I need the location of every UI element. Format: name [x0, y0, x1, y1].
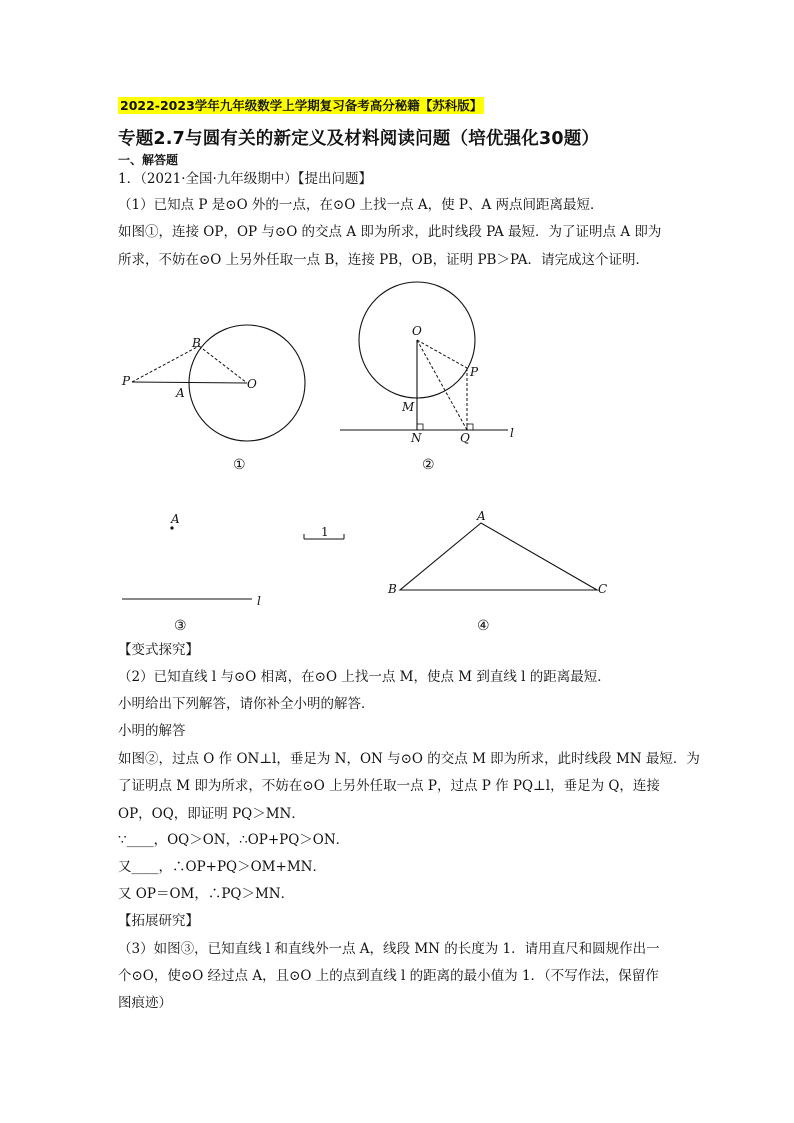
- fig1-label-a: A: [176, 386, 185, 400]
- fig2-caption: ②: [422, 457, 435, 473]
- fig2-label-q: Q: [460, 431, 470, 445]
- fig2-right-angle-q: [467, 424, 473, 430]
- figure-1: [121, 325, 305, 473]
- section-heading: 一、解答题: [118, 153, 179, 167]
- figure-3: [122, 512, 344, 634]
- fig2-label-n: N: [411, 431, 422, 445]
- fig4-label-c: C: [598, 582, 608, 596]
- figure-2: [340, 282, 514, 473]
- figure-4: [387, 509, 607, 634]
- fig2-segment-oq: [417, 340, 467, 430]
- fig2-label-o: O: [412, 324, 422, 338]
- fig3-label-a: A: [171, 512, 180, 526]
- tuozhan-heading: 【拓展研究】: [118, 913, 199, 929]
- q3-line-2: 个⊙O，使⊙O 经过点 A，且⊙O 上的点到直线 l 的距离的最小值为 1．（不写作法，保留作: [118, 968, 659, 984]
- fig3-label-l: l: [257, 594, 261, 608]
- fig4-label-b: B: [388, 582, 397, 596]
- q2-line-1: （2）已知直线 l 与⊙O 相离，在⊙O 上找一点 M，使点 M 到直线 l 的距离最短．: [118, 669, 611, 685]
- q1-line-3: 所求，不妨在⊙O 上另外任取一点 B，连接 PB，OB，证明 PB＞PA．请完成这个证明．: [118, 252, 650, 268]
- fig2-label-l: l: [510, 426, 514, 440]
- fig4-triangle: [400, 523, 597, 590]
- fig4-caption: ④: [477, 618, 490, 634]
- fig1-segment-bo: [199, 346, 247, 383]
- fig2-label-p: P: [470, 365, 479, 379]
- q3-line-1: （3）如图③，已知直线 l 和直线外一点 A，线段 MN 的长度为 1．请用直尺和圆规作出一: [118, 941, 660, 957]
- q2-line-2: 小明给出下列解答，请你补全小明的解答．: [118, 696, 375, 712]
- q2-line-4: 如图②，过点 O 作 ON⊥l，垂足为 N，ON 与⊙O 的交点 M 即为所求，此时线段 MN 最短．为: [118, 751, 700, 767]
- fig3-caption: ③: [174, 618, 187, 634]
- fig1-label-p: P: [122, 374, 131, 388]
- fig2-right-angle-n: [417, 424, 423, 430]
- fig1-caption: ①: [233, 457, 246, 473]
- fig4-label-a: A: [477, 509, 486, 523]
- series-banner: 2022-2023学年九年级数学上学期复习备考高分秘籍【苏科版】: [120, 98, 483, 113]
- q2-line-7: ∵____，OQ＞ON，∴OP+PQ＞ON．: [118, 832, 350, 848]
- fig1-label-b: B: [192, 336, 201, 350]
- q2-line-6: OP，OQ，即证明 PQ＞MN．: [118, 806, 305, 822]
- fig1-segment-po: [132, 382, 247, 383]
- bianshi-heading: 【变式探究】: [118, 642, 199, 658]
- q2-line-9: 又 OP＝OM，∴PQ＞MN．: [118, 886, 295, 902]
- page-title: 专题2.7与圆有关的新定义及材料阅读问题（培优强化30题）: [118, 129, 600, 149]
- fig1-label-o: O: [247, 377, 257, 391]
- fig2-label-m: M: [402, 400, 415, 414]
- q1-line-2: 如图①，连接 OP，OP 与⊙O 的交点 A 即为所求，此时线段 PA 最短．为了证明点 A 即为: [118, 224, 662, 240]
- q2-line-5: 了证明点 M 即为所求，不妨在⊙O 上另外任取一点 P，过点 P 作 PQ⊥l，垂足为 Q，连接: [118, 778, 660, 794]
- q1-line-1: （1）已知点 P 是⊙O 外的一点，在⊙O 上找一点 A，使 P、A 两点间距离最短．: [118, 197, 604, 213]
- q2-line-3: 小明的解答: [118, 723, 186, 739]
- q3-line-3: 图痕迹）: [118, 995, 172, 1011]
- q2-line-8: 又____，∴OP+PQ＞OM+MN．: [118, 859, 326, 875]
- problem-intro: 1．（2021·全国·九年级期中）【提出问题】: [118, 171, 373, 187]
- fig3-point-a: [170, 526, 173, 529]
- fig3-segment-label: 1: [321, 525, 329, 539]
